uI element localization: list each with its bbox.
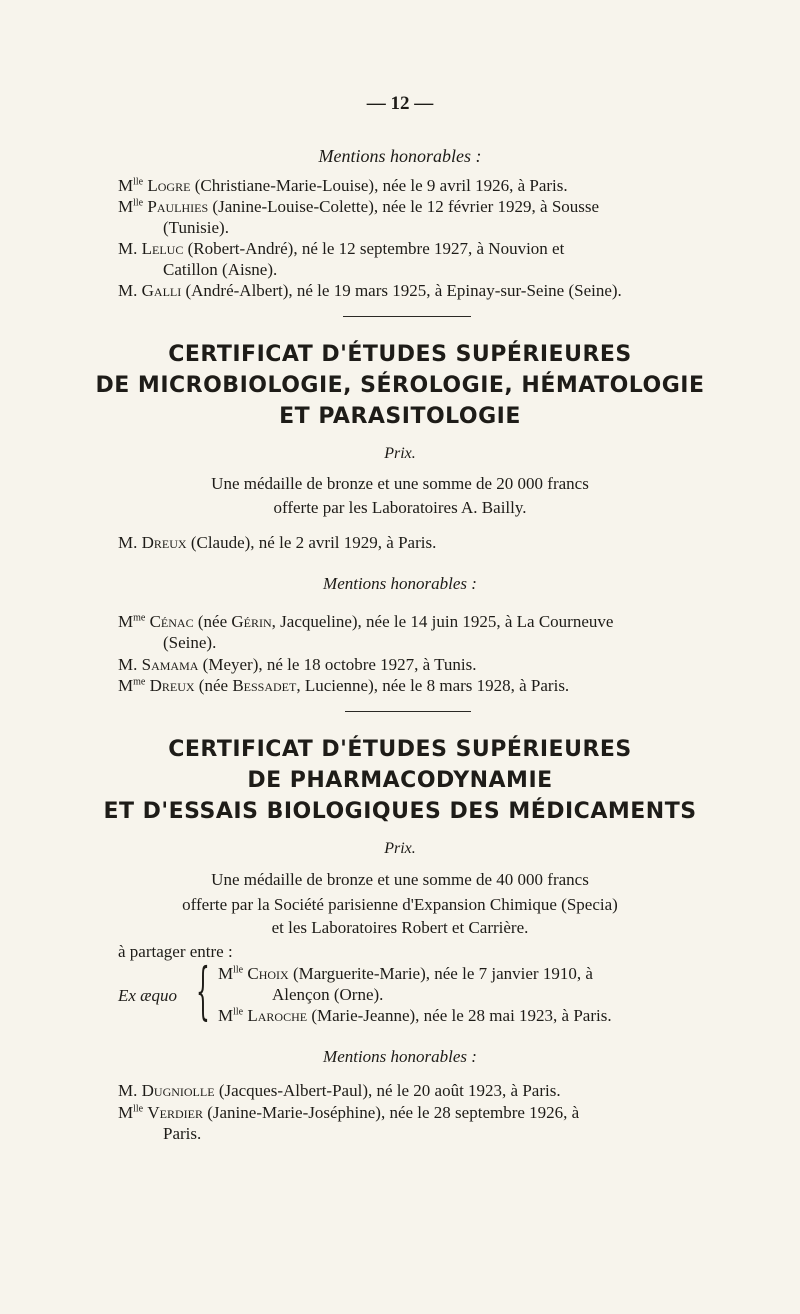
entry-continuation: (Tunisie).: [163, 218, 229, 237]
entry-details: (née: [193, 612, 232, 631]
mentions-title: Mentions honorables :: [323, 574, 477, 593]
entry-continuation: Paris.: [163, 1124, 202, 1143]
section-heading: ET PARASITOLOGIE: [279, 404, 521, 429]
section-divider: [345, 711, 471, 712]
surname: Verdier: [147, 1103, 203, 1122]
entry-details: (Janine-Louise-Colette), née le 12 février 1929, à Sousse: [208, 197, 600, 216]
entry-details: (André-Albert), né le 19 mars 1925, à Epinay-sur-Seine (Seine).: [181, 281, 622, 300]
entry-line: [118, 1081, 561, 1101]
section-heading: ET D'ESSAIS BIOLOGIQUES DES MÉDICAMENTS: [103, 799, 697, 824]
civility: $M^{lle}$: [218, 964, 244, 983]
surname: Paulhies: [147, 197, 209, 216]
surname: Choix: [247, 964, 289, 983]
laureate-line: [218, 964, 593, 984]
entry-line: [118, 239, 564, 259]
entry-details: (Claude), né le 2 avril 1929, à Paris.: [186, 533, 437, 552]
maiden-name: Gérin: [231, 612, 272, 631]
mentions-title: Mentions honorables :: [318, 146, 482, 166]
civility-superscript: lle: [233, 964, 244, 976]
prix-text: Une médaille de bronze et une somme de 40 000 francs: [211, 870, 589, 889]
section-heading: CERTIFICAT D'ÉTUDES SUPÉRIEURES: [168, 342, 632, 367]
surname: Dreux: [141, 533, 187, 552]
civility: M.: [118, 281, 138, 300]
entry-details: (Meyer), né le 18 octobre 1927, à Tunis.: [198, 655, 477, 674]
civility: M.: [118, 533, 138, 552]
prix-text: et les Laboratoires Robert et Carrière.: [271, 918, 529, 937]
civility: $M^{me}$: [118, 612, 146, 631]
civility-superscript: me: [133, 612, 146, 624]
section-heading: DE PHARMACODYNAMIE: [247, 768, 553, 793]
entry-line: [118, 281, 622, 301]
entry-continuation: Catillon (Aisne).: [163, 260, 278, 279]
civility-superscript: lle: [133, 197, 144, 209]
civility: $M^{lle}$: [118, 1103, 144, 1122]
civility-superscript: me: [133, 676, 146, 688]
civility-superscript: lle: [233, 1006, 244, 1018]
surname: Dreux: [149, 676, 195, 695]
entry-line: [118, 176, 568, 196]
prix-text: offerte par la Société parisienne d'Expansion Chimique (Specia): [182, 895, 618, 914]
civility: $M^{lle}$: [218, 1006, 244, 1025]
entry-continuation: Alençon (Orne).: [272, 985, 384, 1004]
entry-details: (Christiane-Marie-Louise), née le 9 avril 1926, à Paris.: [190, 176, 568, 195]
entry-details: , Jacqueline), née le 14 juin 1925, à La Courneuve: [271, 612, 614, 631]
entry-line: [118, 612, 613, 632]
civility: $M^{lle}$: [118, 176, 144, 195]
laureate-line: [218, 1006, 612, 1026]
entry-details: (née: [194, 676, 233, 695]
entry-details: (Jacques-Albert-Paul), né le 20 août 1923, à Paris.: [214, 1081, 561, 1100]
prix-text: offerte par les Laboratoires A. Bailly.: [273, 498, 527, 517]
surname: Dugniolle: [141, 1081, 215, 1100]
entry-continuation: (Seine).: [163, 633, 217, 652]
civility-superscript: lle: [133, 1103, 144, 1115]
ex-aequo-label: Ex æquo: [118, 986, 178, 1005]
section-heading: DE MICROBIOLOGIE, SÉROLOGIE, HÉMATOLOGIE: [95, 373, 705, 398]
civility: $M^{me}$: [118, 676, 146, 695]
entry-line: [118, 1103, 579, 1123]
surname: Galli: [141, 281, 182, 300]
surname: Laroche: [247, 1006, 308, 1025]
prix-label: Prix.: [384, 445, 416, 462]
brace-symbol: {: [196, 954, 210, 1027]
entry-line: [118, 676, 569, 696]
civility-superscript: lle: [133, 176, 144, 188]
section-heading: CERTIFICAT D'ÉTUDES SUPÉRIEURES: [168, 737, 632, 762]
civility: M.: [118, 1081, 138, 1100]
surname: Leluc: [141, 239, 184, 258]
maiden-name: Bessadet: [232, 676, 297, 695]
entry-details: (Marguerite-Marie), née le 7 janvier 1910, à: [288, 964, 593, 983]
page-number: — 12 —: [366, 93, 434, 114]
entry-details: (Robert-André), né le 12 septembre 1927, à Nouvion et: [183, 239, 565, 258]
civility: M.: [118, 655, 138, 674]
prix-label: Prix.: [384, 840, 416, 857]
civility: M.: [118, 239, 138, 258]
entry-details: , Lucienne), née le 8 mars 1928, à Paris.: [296, 676, 570, 695]
partager-text: à partager entre :: [118, 942, 233, 961]
entry-details: (Janine-Marie-Joséphine), née le 28 septembre 1926, à: [202, 1103, 580, 1122]
laureate-line: [118, 533, 436, 553]
section-divider: [343, 316, 471, 317]
surname: Cénac: [149, 612, 194, 631]
civility: $M^{lle}$: [118, 197, 144, 216]
entry-line: [118, 655, 477, 675]
entry-details: (Marie-Jeanne), née le 28 mai 1923, à Paris.: [307, 1006, 612, 1025]
surname: Logre: [147, 176, 191, 195]
mentions-title: Mentions honorables :: [323, 1047, 477, 1066]
prix-text: Une médaille de bronze et une somme de 20 000 francs: [211, 474, 589, 493]
surname: Samama: [141, 655, 199, 674]
entry-line: [118, 197, 599, 217]
